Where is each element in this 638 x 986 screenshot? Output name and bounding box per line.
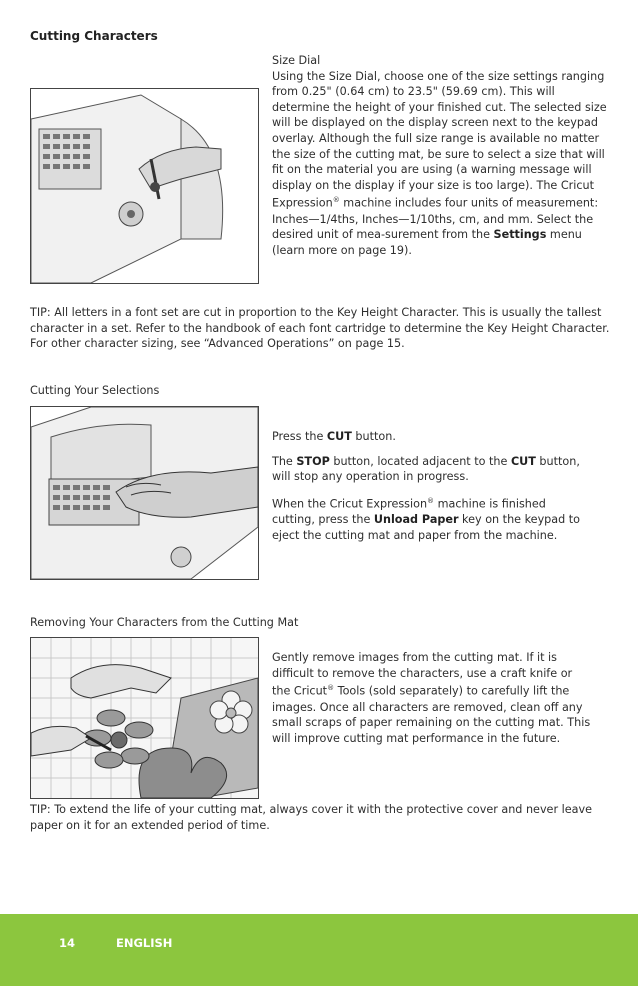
text-run: key on the keypad to eject the cutting mat and paper from the machine. — [272, 513, 581, 542]
size-dial-text-1: Using the Size Dial, choose one of the size settings ranging from 0.25" (0.64 cm) to 23.5" (59.69 cm). This will determine the height of your finished cut. The selected size will be displayed on the display screen next to the keypad overlay. Although the full size range is available no matter the size of the cutting mat, be sure to select a size that will fit on the material you are using (a warning message will display on the display if your size is too large). The Cricut Expression — [272, 69, 607, 211]
cutting-selections-text — [272, 429, 592, 552]
registered-mark: ® — [327, 684, 335, 693]
tip-key-height: TIP: All letters in a font set are cut in proportion to the Key Height Character. This is usually the tallest character in a set. Refer to the handbook of each font cartridge to determine the Key Height Character. For other character sizing, see “Advanced Operations” on page 15. — [30, 306, 610, 351]
removing-characters-subtitle: Removing Your Characters from the Cutting Mat — [30, 616, 299, 629]
page-number: 14 — [59, 936, 76, 950]
language-label: ENGLISH — [116, 936, 173, 950]
size-dial-text-2: machine includes four units of measurement: Inches—1/4ths, Inches—1/10ths, cm, and mm. Select the desired unit of mea-surement from the — [272, 197, 599, 242]
cut-label: CUT — [510, 454, 536, 468]
size-dial-heading: Size Dial — [272, 54, 321, 67]
text-run: Tools (sold separately) to carefully lift the images. Once all characters are removed, clean off any small scraps of paper remaining on the cutting mat. This will improve cutting mat performance in the future. — [272, 684, 591, 745]
text-run: button, will stop any operation in progress. — [272, 454, 580, 484]
page-footer — [0, 914, 638, 986]
cut-button-illustration — [30, 406, 259, 580]
text-run: machine is finished cutting, press the — [272, 497, 546, 527]
size-dial-text-3: menu (learn more on page 19). — [272, 228, 582, 257]
cutting-selections-subtitle: Cutting Your Selections — [30, 384, 160, 397]
settings-word: Settings — [493, 228, 547, 242]
press-cut-paragraph — [272, 429, 592, 445]
cut-label: CUT — [326, 430, 352, 443]
text-run: Gently remove images from the cutting mat. If it is difficult to remove the characters, use a craft knife or the Cricut — [272, 651, 573, 698]
text-run: button. — [351, 430, 396, 443]
unload-paper-label: Unload Paper — [373, 513, 459, 527]
text-run: button, located adjacent to the — [329, 454, 511, 468]
stop-label: STOP — [296, 454, 330, 468]
text-run: The — [272, 454, 297, 468]
tip-cutting-mat: TIP: To extend the life of your cutting mat, always cover it with the protective cover and never leave paper on it for an extended period of time. — [30, 803, 592, 832]
size-dial-illustration — [30, 88, 259, 284]
text-run: Press the — [272, 430, 327, 443]
stop-paragraph — [272, 454, 592, 485]
registered-mark: ® — [427, 496, 435, 505]
page-title: Cutting Characters — [30, 29, 158, 43]
registered-mark: ® — [332, 196, 340, 205]
text-run: When the Cricut Expression — [272, 497, 428, 511]
unload-paragraph — [272, 494, 592, 544]
size-dial-paragraph — [272, 69, 612, 259]
removing-characters-text — [272, 650, 592, 746]
size-dial-block — [272, 53, 612, 258]
removing-characters-illustration — [30, 637, 259, 799]
